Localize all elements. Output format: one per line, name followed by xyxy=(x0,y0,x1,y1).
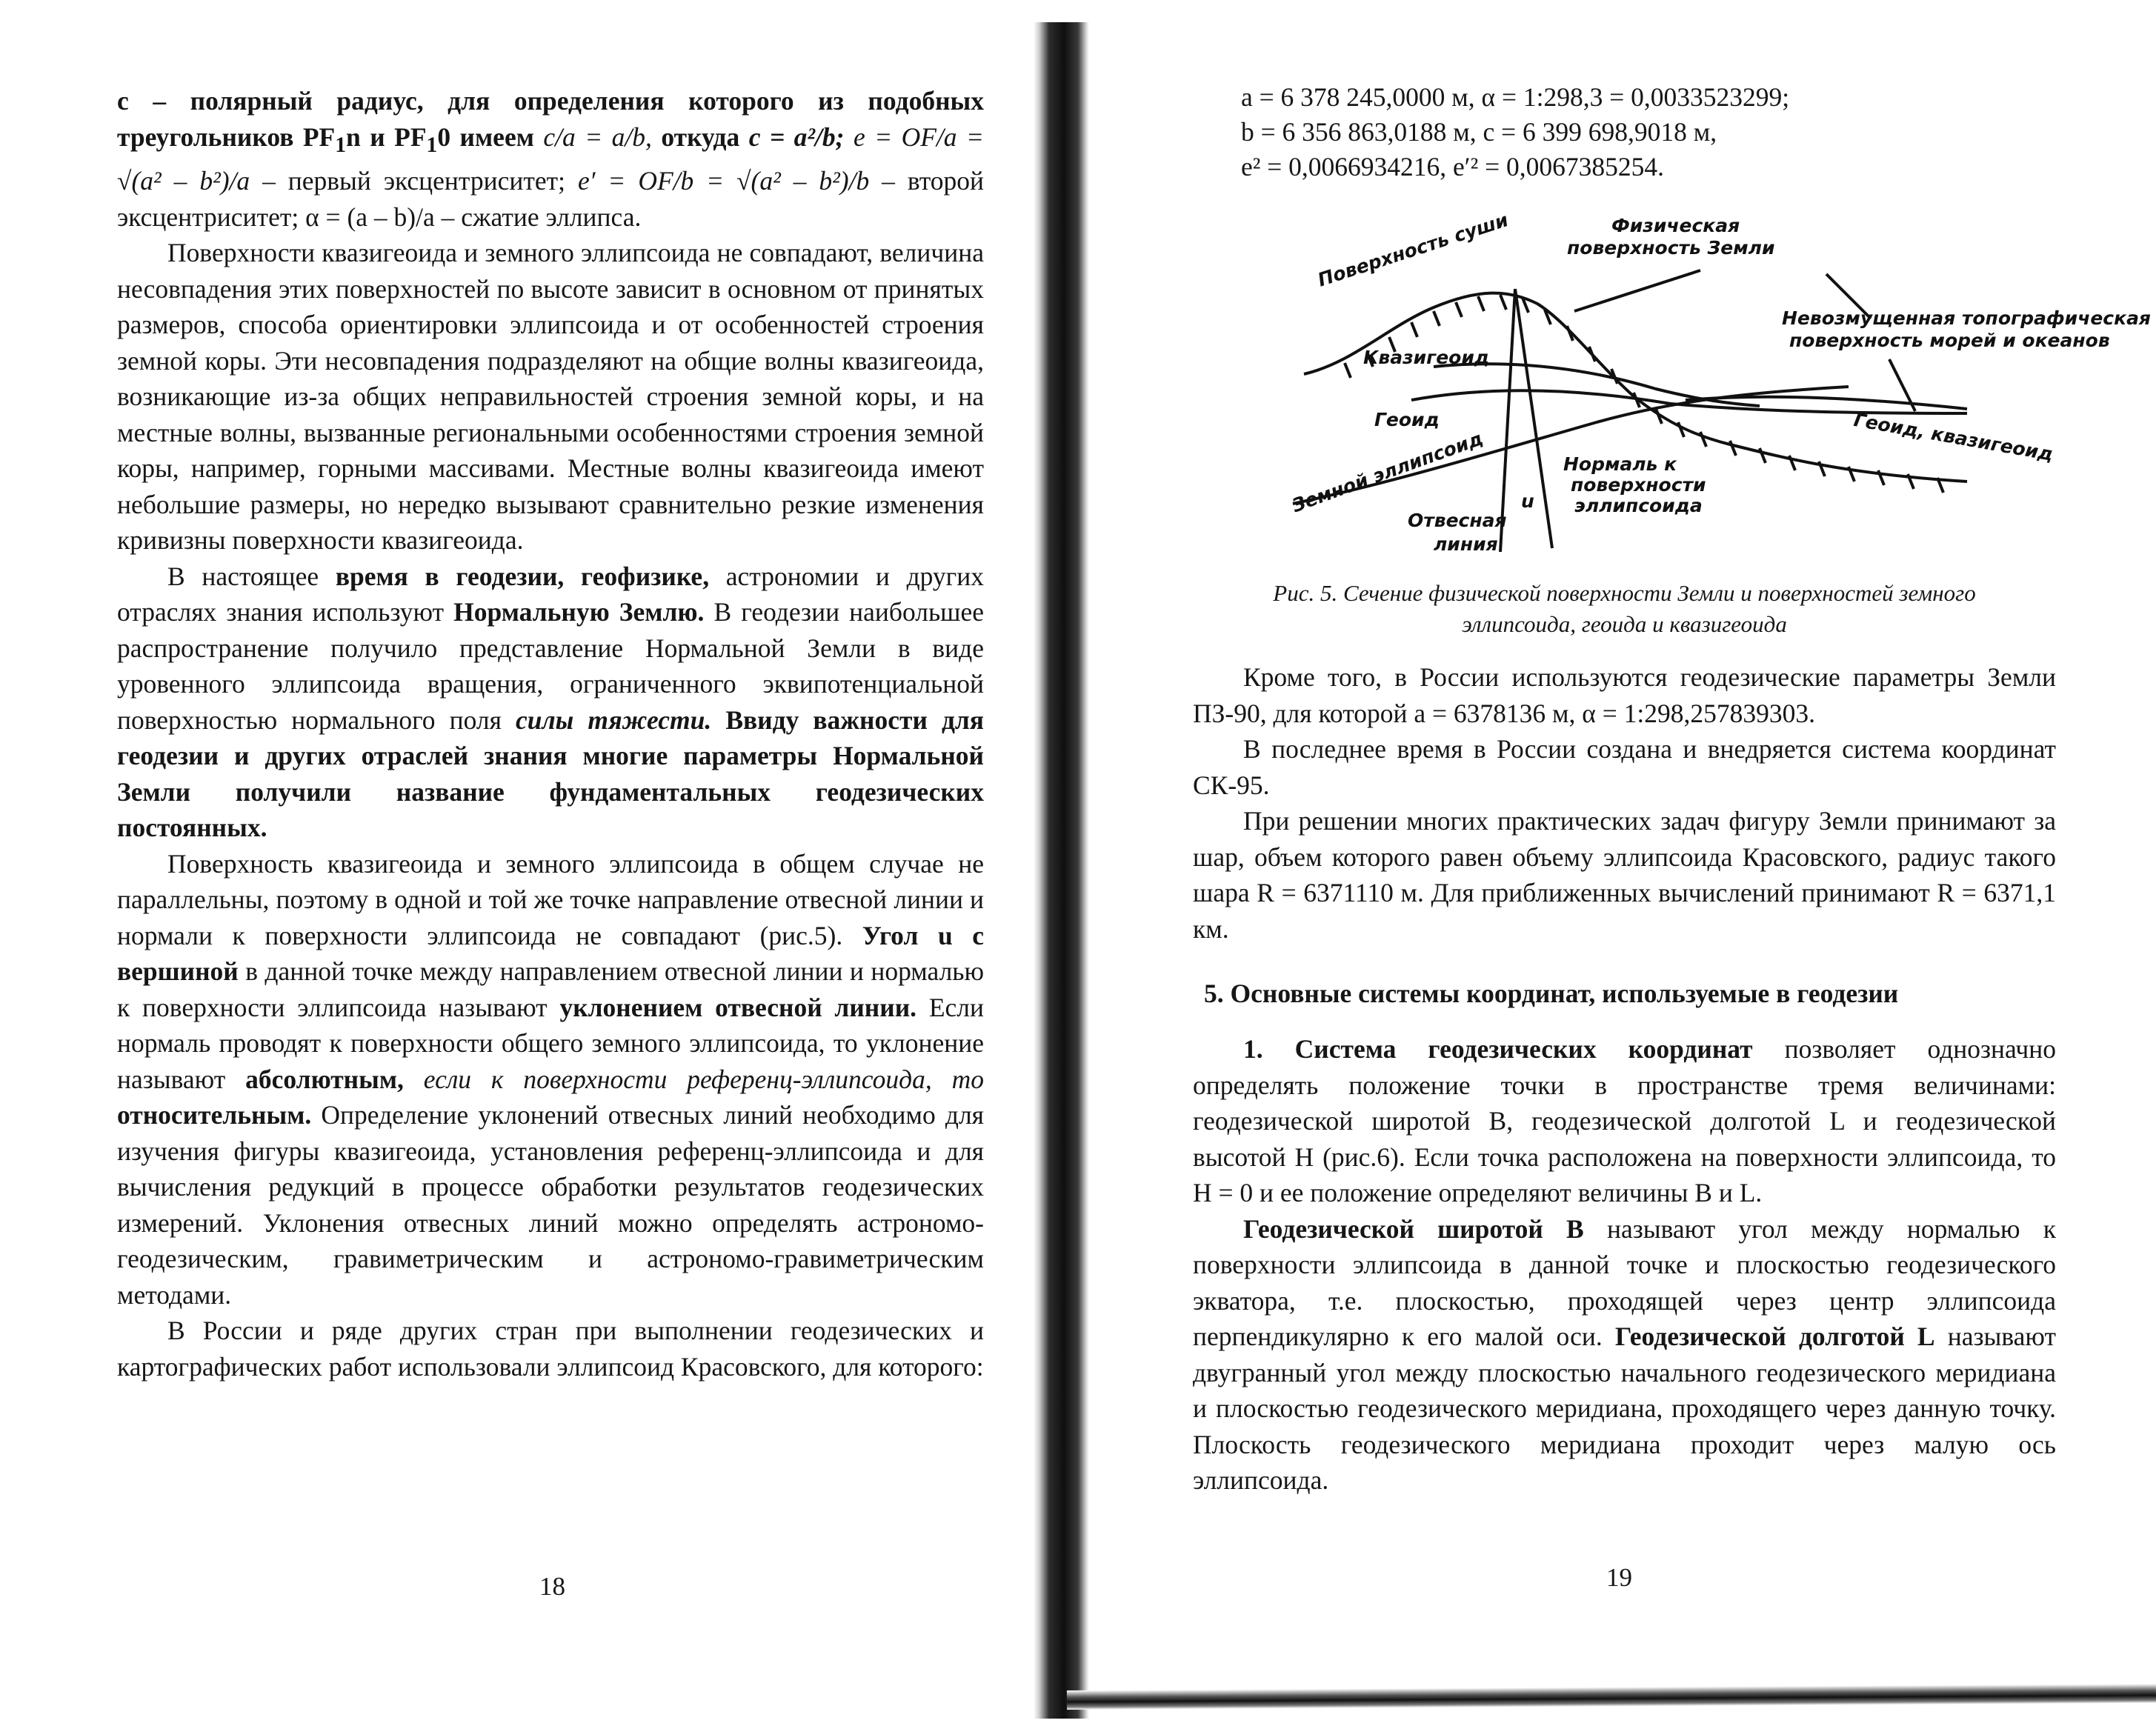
paragraph-plumb-deviation xyxy=(117,846,984,1313)
text-run: В геодезии наибольшее распространение получило представление Нормальной Земли в виде уровенного эллипсоида вращения, ограниченного эквипотенциальной поверхностью нормального поля xyxy=(117,597,984,735)
paragraph-sphere: При решении многих практических задач фигуру Земли принимают за шар, объем которого равен объему эллипсоида Красовского, радиус такого шара R = 6371110 м. Для приближенных вычислений принимают R = 6371,1 км. xyxy=(1193,806,2056,944)
text-run: откуда xyxy=(651,121,749,152)
label-plumb-1: Отвесная xyxy=(1408,510,1507,531)
label-normal-2: поверхности xyxy=(1571,474,1706,496)
formula-line-3: e² = 0,0066934216, e′² = 0,0067385254. xyxy=(1241,152,1664,181)
text-run: называют двугранный угол между плоскостью начального геодезического меридиана и плоскостью геодезического меридиана, проходящего через данную точку. Плоскость геодезического меридиана проходит через малую ось эллипсоида. xyxy=(1193,1322,2056,1495)
formula-line-1: a = 6 378 245,0000 м, α = 1:298,3 = 0,0033523299; xyxy=(1241,82,1790,112)
pointer-physical xyxy=(1574,270,1700,311)
text-run: Угол u с вершиной xyxy=(117,920,985,987)
term-plumb-deviation: уклонением отвесной линии. xyxy=(559,992,917,1022)
text-run: называют угол между нормалью к поверхности эллипсоида в данной точке и плоскостью геодезического экватора, т.е. плоскостью, проходящей через центр эллипсоида перпендикулярно к его малой оси. xyxy=(1193,1213,2056,1351)
left-page-text xyxy=(117,83,984,1385)
text-run: астрономии и других отраслях знания используют xyxy=(117,561,984,627)
label-undisturbed-1: Невозмущенная топографическая xyxy=(1782,307,2151,329)
text-run: – второй эксцентриситет; α = (a – b)/a – сжатие эллипса. xyxy=(117,166,985,232)
label-geoid: Геоид xyxy=(1374,409,1440,430)
paragraph-latitude-longitude xyxy=(1193,1211,2056,1499)
label-undisturbed-2: поверхность морей и океанов xyxy=(1789,330,2110,351)
term-absolute: абсолютным, xyxy=(245,1064,404,1094)
term-longitude: Геодезической долготой L xyxy=(1614,1322,1935,1351)
formula-second-eccentricity: e′ = OF/b = √(a² – b²)/b xyxy=(577,166,870,196)
page-number-right: 19 xyxy=(1606,1563,1632,1592)
term-gravity: силы тяжести. xyxy=(515,704,712,735)
text-run: – первый эксцентриситет; xyxy=(250,166,578,196)
formula-first-eccentricity: e = OF/a = √(a² – b²)/a xyxy=(117,121,984,196)
label-normal-1: Нормаль к xyxy=(1563,453,1677,475)
text-run: В настоящее xyxy=(167,561,336,591)
text-run: n и PF xyxy=(346,121,427,152)
label-normal-3: эллипсоида xyxy=(1574,495,1703,516)
text-run: с – полярный радиус, для определения которого из подобных треугольников PF xyxy=(117,86,984,152)
text-run: Поверхность квазигеоида и земного эллипсоида в общем случае не параллельны, поэтому в одной и той же точке направление отвесной линии и нормали к поверхности эллипсоида не совпадают (рис.5). xyxy=(117,848,984,950)
label-ellipsoid: Земной эллипсоид xyxy=(1289,427,1486,517)
caption-line-1: Рис. 5. Сечение физической поверхности Земли и поверхностей земного xyxy=(1273,580,1976,606)
paragraph-sk95: В последнее время в России создана и внедряется система координат СК-95. xyxy=(1193,734,2056,800)
figure-caption xyxy=(1193,578,2056,640)
term-latitude: Геодезической широтой B xyxy=(1243,1213,1584,1244)
text-run: Ввиду важности для геодезии и других отраслей знания многие параметры Нормальной Земли получили название xyxy=(117,704,985,807)
text-run: время в геодезии, геофизике, xyxy=(335,561,710,591)
text-run: в данной точке между направлением отвесной линии и нормалью к поверхности эллипсоида называют xyxy=(117,956,984,1022)
caption-line-2: эллипсоида, геоида и квазигеоида xyxy=(1462,611,1787,637)
label-u-angle: u xyxy=(1521,490,1534,512)
subscript: 1 xyxy=(335,133,347,157)
page-number-left: 18 xyxy=(539,1572,565,1601)
formula-run: c = a²/b; xyxy=(748,121,845,152)
section-title: 5. Основные системы координат, используемые в геодезии xyxy=(1204,979,1899,1008)
paragraph-quasigeoid-waves: Поверхности квазигеоида и земного эллипсоида не совпадают, величина несовпадения этих поверхностей по высоте зависит в основном от принятых размеров, способа ориентировки эллипсоида и от особенностей строения земной коры. Эти несовпадения подразделяют на общие волны квазигеоида, возникающие из-за общих неправильностей строения земной коры, и на местные волны, вызванные региональными особенностями строения земной коры, например, горными массивами. Местные волны квазигеоида имеют небольшие размеры, но нередко вызывают сравнительно резкие изменения кривизны поверхности квазигеоида. xyxy=(117,238,984,556)
text-run: Если нормаль проводят к поверхности общего земного эллипсоида, то уклонение называют xyxy=(117,992,984,1094)
term-relative: относительным. xyxy=(117,1100,312,1130)
text-run: Определение уклонений отвесных линий необходимо для изучения фигуры квазигеоида, установления референц-эллипсоида и для вычисления редукций в процессе обработки результатов геодезических измерений. Уклонения отвесных линий можно определять астрономо-геодезическим, гравиметрическим и астрономо-гравиметрическим методами. xyxy=(117,1100,984,1310)
formula-line-2: b = 6 356 863,0188 м, c = 6 399 698,9018 м, xyxy=(1241,117,1717,147)
label-geoid-quasigeoid: Геоид, квазигеоид xyxy=(1851,409,2055,465)
figure-5 xyxy=(1285,209,2151,563)
term-geodetic-system: 1. Система геодезических координат xyxy=(1243,1034,1753,1064)
label-physical-1: Физическая xyxy=(1611,215,1740,236)
text-run: позволяет однозначно определять положение точки в пространстве тремя величинами: геодезической широтой B, геодезической долготой L и геодезической высотой H (рис.6). Если точка расположена на поверхности эллипсоида, то H = 0 и ее положение определяют величины B и L. xyxy=(1193,1034,2056,1207)
paragraph-polar-radius xyxy=(117,83,984,235)
paragraph-krasovsky: В России и ряде других стран при выполнении геодезических и картографических работ использовали эллипсоид Красовского, для которого: xyxy=(117,1316,984,1382)
paragraph-normal-earth xyxy=(117,559,984,846)
left-page xyxy=(0,0,1037,1726)
krasovsky-parameters xyxy=(1241,80,1789,184)
term-fundamental-constants: фундаментальных геодезических постоянных. xyxy=(117,776,984,843)
subscript: 1 xyxy=(426,133,438,157)
formula-run: c/a = a/b, xyxy=(543,121,652,152)
label-quasigeoid: Квазигеоид xyxy=(1363,347,1490,368)
right-page-text-upper xyxy=(1193,659,2056,947)
label-land-surface: Поверхность суши xyxy=(1315,209,1511,291)
label-physical-2: поверхность Земли xyxy=(1567,237,1775,259)
term-normal-earth: Нормальную Землю. xyxy=(453,597,705,627)
text-run: если к поверхности референц-эллипсоида, то xyxy=(403,1064,984,1094)
text-run: 0 имеем xyxy=(437,121,544,152)
right-page-text-lower xyxy=(1193,1031,2056,1499)
paragraph-pz90: Кроме того, в России используются геодезические параметры Земли ПЗ-90, для которой a = 6378136 м, α = 1:298,257839303. xyxy=(1193,662,2056,728)
label-plumb-2: линия xyxy=(1434,533,1498,555)
paragraph-geodetic-system xyxy=(1193,1031,2056,1211)
